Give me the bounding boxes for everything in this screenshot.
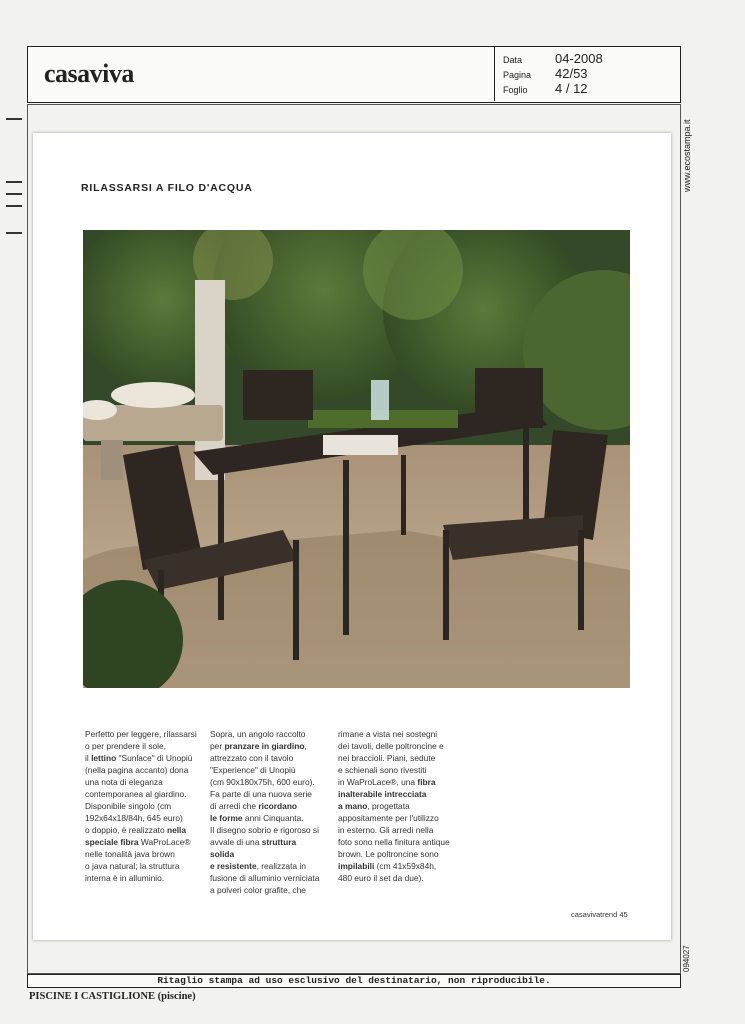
bold-text: pranzare in giardino: [224, 741, 305, 751]
bold-text: fibra: [417, 777, 436, 787]
article-line: [85, 728, 197, 740]
table-leg: [343, 460, 349, 635]
carafe: [371, 380, 389, 420]
text-run: e schienali sono rivestiti: [338, 765, 427, 775]
article-line: [338, 788, 450, 800]
page-row: [503, 66, 672, 81]
article-column-3: [338, 728, 450, 884]
text-run: , realizzata in: [256, 861, 306, 871]
article-line: [85, 788, 197, 800]
cushion: [111, 382, 195, 408]
article-line: [338, 776, 450, 788]
table-leg: [401, 455, 406, 535]
text-run: WaProLace®: [138, 837, 191, 847]
bold-text: speciale fibra: [85, 837, 139, 847]
article-line: [338, 824, 450, 836]
article-line: [85, 776, 197, 788]
sheet-label: Foglio: [503, 85, 528, 95]
margin-tick: [6, 232, 22, 234]
article-line: [85, 824, 197, 836]
article-column-2: [210, 728, 322, 896]
magazine: [323, 435, 398, 455]
article-line: [210, 812, 322, 824]
article-line: [338, 764, 450, 776]
text-run: brown. Le poltroncine sono: [338, 849, 439, 859]
bold-text: nella: [166, 825, 187, 835]
article-line: [210, 860, 322, 872]
text-run: interna è in alluminio.: [85, 873, 165, 883]
article-line: [210, 872, 322, 884]
article-line: [338, 800, 450, 812]
bold-text: lettino: [91, 753, 117, 763]
article-line: [338, 836, 450, 848]
article-line: [85, 812, 197, 824]
text-run: o java natural; la struttura: [85, 861, 180, 871]
text-run: (cm 90x180x75h, 600 euro).: [210, 777, 315, 787]
article-line: [338, 752, 450, 764]
text-run: anni Cinquanta.: [242, 813, 304, 823]
bold-text: ricordano: [258, 801, 298, 811]
article-line: [85, 848, 197, 860]
article-line: [338, 728, 450, 740]
text-run: di arredi che: [210, 801, 259, 811]
article-line: [210, 776, 322, 788]
margin-tick: [6, 193, 22, 195]
article-line: [85, 872, 197, 884]
bold-text: e resistente: [210, 861, 257, 871]
text-run: per: [210, 741, 225, 751]
text-run: "Experience" di Unopiù: [210, 765, 296, 775]
text-run: 192x64x18/84h, 645 euro): [85, 813, 183, 823]
text-run: Il disegno sobrio e rigoroso si: [210, 825, 319, 835]
article-line: [338, 872, 450, 884]
chair-leg: [443, 530, 449, 640]
text-run: ,: [304, 741, 307, 751]
bold-text: struttura solida: [210, 837, 297, 859]
text-run: o doppio, è realizzato: [85, 825, 167, 835]
table-leg: [523, 425, 529, 535]
article-line: [210, 740, 322, 752]
sheet-row: [503, 81, 672, 96]
margin-tick: [6, 205, 22, 207]
article-line: [85, 800, 197, 812]
outdoor-dining-set-photo: [83, 230, 630, 688]
article-line: [85, 860, 197, 872]
photo-illustration: [83, 230, 630, 688]
text-run: Sopra, un angolo raccolto: [210, 729, 306, 739]
article-line: [338, 848, 450, 860]
article-line: [85, 752, 197, 764]
chair-back: [243, 370, 313, 420]
text-run: a polveri color grafite, che: [210, 885, 306, 895]
date-row: [503, 51, 672, 66]
bench-leg: [101, 440, 123, 480]
chair-leg: [578, 530, 584, 630]
article-line: [210, 752, 322, 764]
date-value: 04-2008: [555, 51, 603, 66]
margin-tick: [6, 181, 22, 183]
magazine-logo: casaviva: [44, 59, 134, 88]
text-run: Disponibile singolo (cm: [85, 801, 172, 811]
text-run: avvale di una: [210, 837, 262, 847]
article-line: [338, 812, 450, 824]
text-run: appositamente per l'utilizzo: [338, 813, 439, 823]
page-label: Pagina: [503, 70, 532, 80]
text-run: fusione di alluminio verniciata: [210, 873, 320, 883]
text-run: attrezzato con il tavolo: [210, 753, 294, 763]
bold-text: a mano: [338, 801, 368, 811]
copyright-notice: Ritaglio stampa ad uso esclusivo del destinatario, non riproducibile.: [27, 974, 681, 988]
article-line: [85, 740, 197, 752]
page-value: 42/53: [555, 66, 588, 81]
magazine-footer: casavivatrend 45: [571, 910, 628, 919]
ecostampa-url: www.ecostampa.it: [682, 119, 692, 192]
text-run: il: [85, 753, 92, 763]
text-run: foto sono nella finitura antique: [338, 837, 450, 847]
bold-text: inalterabile intrecciata: [338, 789, 427, 799]
article-headline: RILASSARSI A FILO D'ACQUA: [81, 182, 253, 194]
article-line: [210, 800, 322, 812]
chair-back: [475, 368, 543, 428]
article-page: [33, 133, 671, 940]
article-line: [210, 728, 322, 740]
text-run: Perfetto per leggere, rilassarsi: [85, 729, 197, 739]
clipping-metadata: [494, 47, 680, 101]
text-run: in WaProLace®, una: [338, 777, 418, 787]
chair-leg: [293, 540, 299, 660]
text-run: (nella pagina accanto) dona: [85, 765, 189, 775]
clipping-header: [27, 46, 681, 103]
clipping-source: PISCINE I CASTIGLIONE (piscine): [29, 991, 196, 1002]
text-run: Fa parte di una nuova serie: [210, 789, 312, 799]
text-run: nei braccioli. Piani, sedute: [338, 753, 436, 763]
text-run: una nota di eleganza: [85, 777, 163, 787]
article-line: [210, 836, 322, 860]
text-run: rimane a vista nei sostegni: [338, 729, 438, 739]
article-line: [210, 788, 322, 800]
text-run: contemporanea al giardino.: [85, 789, 187, 799]
date-label: Data: [503, 55, 523, 65]
text-run: (cm 41x59x84h,: [374, 861, 437, 871]
article-line: [210, 884, 322, 896]
text-run: "Sunlace" di Unopiù: [116, 753, 193, 763]
article-line: [338, 740, 450, 752]
article-line: [85, 764, 197, 776]
text-run: dei tavoli, delle poltroncine e: [338, 741, 444, 751]
article-line: [210, 824, 322, 836]
article-column-1: [85, 728, 197, 884]
text-run: nelle tonalità java brown: [85, 849, 175, 859]
bold-text: impilabili: [338, 861, 375, 871]
sheet-value: 4 / 12: [555, 81, 588, 96]
bold-text: le forme: [210, 813, 243, 823]
article-line: [338, 860, 450, 872]
text-run: o per prendere il sole,: [85, 741, 167, 751]
article-line: [85, 836, 197, 848]
clipping-code: 094027: [682, 945, 691, 972]
text-run: , progettata: [367, 801, 410, 811]
article-line: [210, 764, 322, 776]
margin-tick: [6, 118, 22, 120]
text-run: in esterno. Gli arredi nella: [338, 825, 434, 835]
text-run: 480 euro il set da due).: [338, 873, 424, 883]
